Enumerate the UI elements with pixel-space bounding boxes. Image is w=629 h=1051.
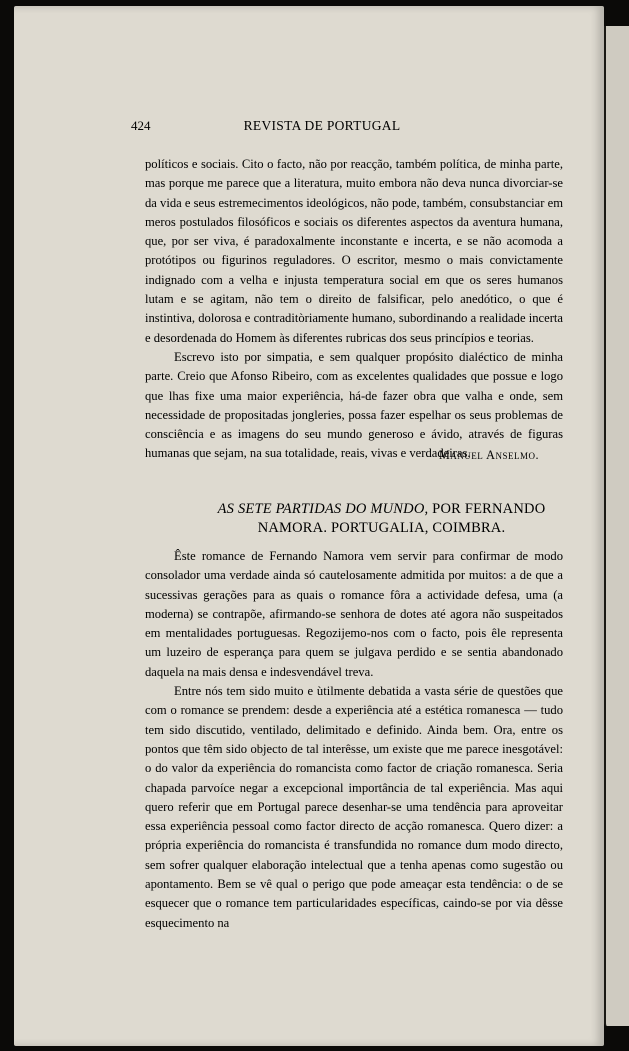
article-continuation (145, 155, 563, 464)
book-author-publisher: POR FERNANDO NAMORA. PORTUGALIA, COIMBRA. (257, 501, 546, 536)
paragraph: Escrevo isto por simpatia, e sem qualquer propósito dialéctico de minha parte. Creio que Afonso Ribeiro, com as excelentes qualidades que possue e logo que lhas fixe uma maior experiência, há-de fazer obra que valha e onde, sem necessidade de propositadas jongleries, possa fazer espelhar os seus problemas de consciência e as imagens do seu mundo generoso e ávido, através de figuras humanas que sejam, na sua totalidade, reais, vivas e verdadeiras. (145, 349, 563, 461)
page-number: 424 (131, 118, 151, 133)
running-title: REVISTA DE PORTUGAL (243, 118, 401, 133)
paragraph: Êste romance de Fernando Namora vem servir para confirmar de modo consolador uma verdade ainda só cautelosamente admitida por muitos: a de que a sucessivas gerações para as quais o romance fôra a actividade defesa, uma (a moderna) se contrapõe, afirmando-se senhora de dotes até agora não suspeitados em mentalidades portuguesas. Regozijemo-nos com o facto, pois êle representa um luzeiro de esperança para quem se julgava perdido e se sentia abandonado daquela na mais densa e indesvendável treva. (145, 549, 563, 679)
book-title: AS SETE PARTIDAS DO MUNDO, (217, 501, 429, 517)
author-signature: Manuel Anselmo. (438, 448, 539, 462)
paragraph: políticos e sociais. Cito o facto, não por reacção, também política, de minha parte, mas porque me parece que a literatura, muito embora não deva nunca divorciar-se da vida e seus estremecimentos ideológicos, não pode, também, consubstanciar em meros postulados filosóficos e sociais os diferentes aspectos da aventura humana, que, por ser viva, é paradoxalmente inconstante e incerta, e se não acomoda a protótipos ou figurinos reguladores. O escritor, mesmo o mais convictamente indignado com a velha e injusta temperatura social em que os seres humanos lutam e se agitam, não tem o direito de falsificar, pelo anedótico, o que é instintiva, dolorosa e contraditòriamente humano, subordinando a realidade incerta e desordenada do Homem às diferentes rubricas dos seus princípios e teorias. (145, 157, 563, 345)
review-body (145, 547, 563, 933)
next-page-edge (604, 26, 629, 1026)
page-header (131, 118, 513, 136)
review-heading (200, 500, 563, 538)
paragraph: Entre nós tem sido muito e ùtilmente debatida a vasta série de questões que com o romance se prendem: desde a experiência até a estética romanesca — tudo tem sido discutido, ventilado, delimitado e definido. Ainda bem. Ora, entre os pontos que têm sido objecto de tal interêsse, um existe que me parece inesgotável: o do valor da experiência do romancista como factor de criação romanesca. Seria chapada parvoíce negar a excepcional importância de tal experiência. Mas aqui quero referir que em Portugal parece desenhar-se uma tendência para aproveitar essa experiência pessoal como factor directo de acção romanesca. Quero dizer: a própria experiência do romancista é transfundida no romance dum modo directo, sem sofrer qualquer elaboração intelectual que a tenha apenas como sugestão ou apontamento. Bem se vê qual o perigo que pode ameaçar esta tendência: o de se esquecer que o romance tem particularidades específicas, caindo-se por via dêsse esquecimento na (145, 684, 563, 930)
